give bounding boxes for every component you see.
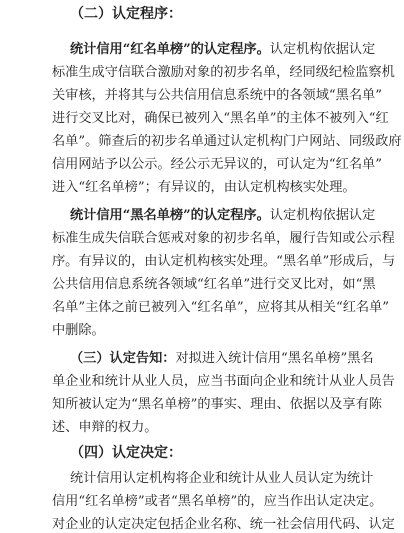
- paragraph-line: 知所被认定为“黑名单榜”的事实、理由、依据以及享有陈: [52, 397, 382, 412]
- paragraph-line: 对企业的认定决定包括企业名称、统一社会信用代码、认定: [52, 517, 395, 532]
- black-list-procedure-text: 认定机构依据认定: [269, 208, 376, 223]
- paragraph-line: 单企业和统计从业人员，应当书面向企业和统计从业人员告: [52, 374, 395, 389]
- notice-text: 对拟进入统计信用“黑名单榜”黑名: [175, 351, 374, 366]
- paragraph-line: 信用网站予以公示。经公示无异议的，可认定为“红名单”: [52, 157, 382, 172]
- paragraph-line: 名单”主体之前已被列入“红名单”，应将其从相关“红名单”: [52, 300, 390, 315]
- black-list-procedure-lead: 统计信用“黑名单榜”的认定程序。: [70, 208, 270, 223]
- paragraph-line: 名单”。筛查后的初步名单通过认定机构门户网站、同级政府: [52, 134, 402, 149]
- paragraph-black-first-line: [70, 207, 376, 224]
- paragraph-line: 公共信用信息系统各领域“红名单”进行交叉比对，如“黑: [52, 277, 376, 292]
- paragraph-line: 进行交叉比对，确保已被列入“黑名单”的主体不被列入“红: [52, 111, 389, 126]
- paragraph-line: 述、申辩的权力。: [52, 420, 158, 435]
- paragraph-line: 进入“红名单榜”；有异议的，由认定机构核实处理。: [52, 180, 356, 195]
- paragraph-line: 信用“红名单榜”或者“黑名单榜”的，应当作出认定决定。: [52, 494, 383, 509]
- paragraph-line: 中删除。: [52, 323, 105, 338]
- paragraph-line: 标准生成失信联合惩戒对象的初步名单，履行告知或公示程: [52, 231, 395, 246]
- red-list-procedure-text: 认定机构依据认定: [269, 42, 376, 57]
- paragraph-notice-first-line: [70, 350, 374, 367]
- paragraph-line: 统计信用认定机构将企业和统计从业人员认定为统计: [70, 471, 374, 486]
- section-heading-decision: （四）认定决定：: [70, 445, 182, 461]
- paragraph-line: 序。有异议的，由认定机构核实处理。“黑名单”形成后，与: [52, 254, 396, 269]
- section-heading-procedure: （二）认定程序：: [70, 6, 182, 22]
- paragraph-line: 标准生成守信联合激励对象的初步名单，经同级纪检监察机: [52, 65, 395, 80]
- paragraph-line: 关审核，并将其与公共信用信息系统中的各领域“黑名单”: [52, 88, 382, 103]
- section-heading-notice: （三）认定告知：: [70, 351, 176, 366]
- paragraph-red-first-line: [70, 41, 376, 58]
- red-list-procedure-lead: 统计信用“红名单榜”的认定程序。: [70, 42, 270, 57]
